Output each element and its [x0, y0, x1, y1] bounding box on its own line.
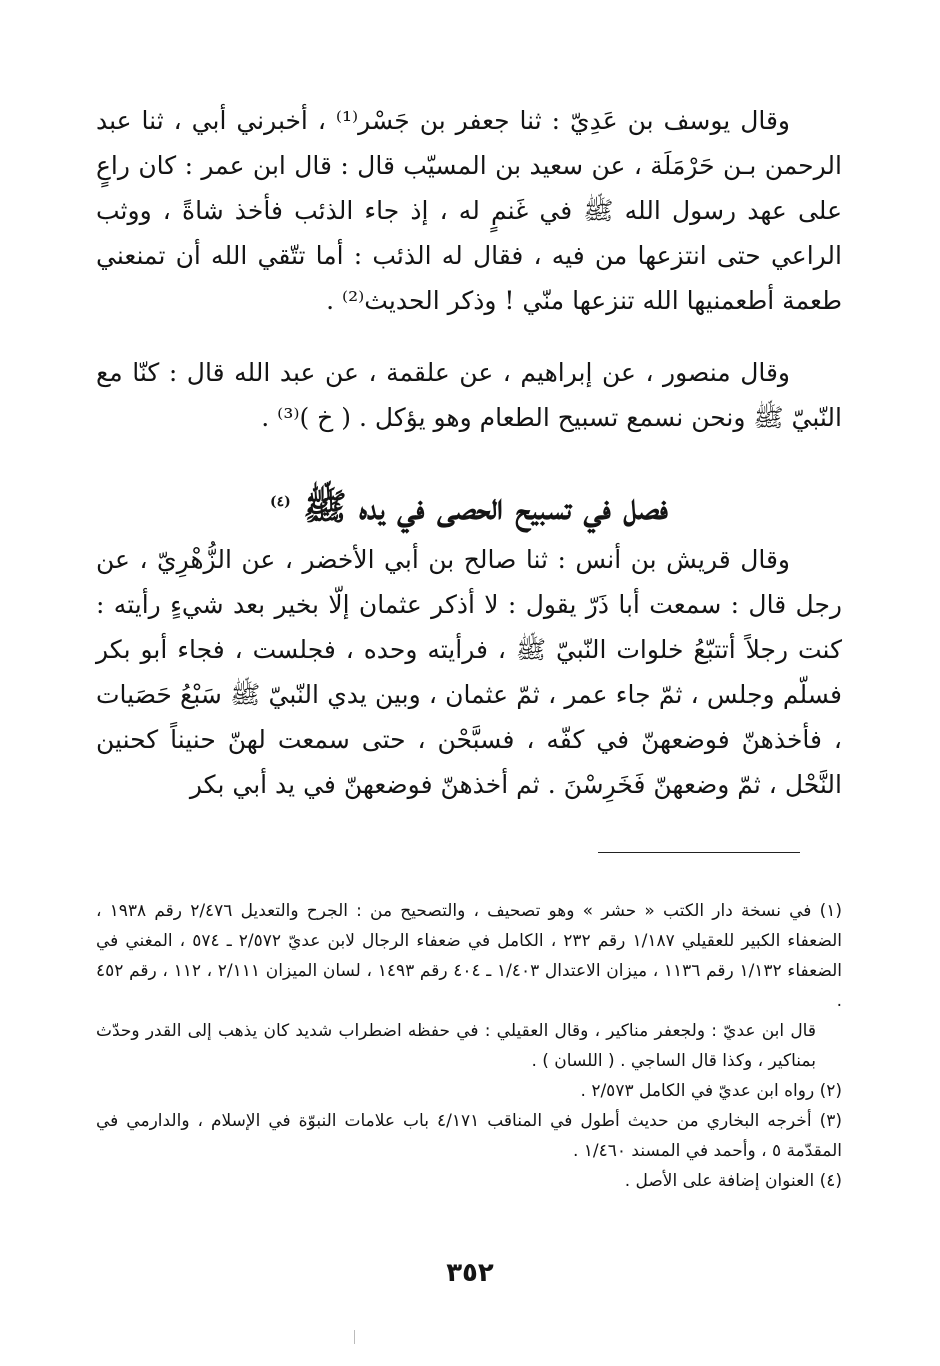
page-number: ٣٥٢	[446, 1258, 494, 1288]
footnote-divider	[598, 852, 800, 853]
footnotes	[96, 896, 842, 1196]
paragraph-2: وقال منصور ، عن إبراهيم ، عن علقمة ، عن عبد الله قال : كنّا مع النّبيّ ﷺ ونحن نسمع تسبيح الطعام وهو يؤكل . ( خ )⁽³⁾ .	[96, 358, 842, 432]
footnote-1: (١) في نسخة دار الكتب « حشر » وهو تصحيف ، والتصحيح من : الجرح والتعديل ٢/٤٧٦ رقم ١٩٣٨ ، الضعفاء الكبير للعقيلي ١/١٨٧ رقم ٢٣٢ ، الكامل في ضعفاء الرجال لابن عديّ ٢/٥٧٢ ـ ٥٧٤ ، المغني في الضعفاء ١/١٣٢ رقم ١١٣٦ ، ميزان الاعتدال ١/٤٠٣ ـ ٤٠٤ رقم ١٤٩٣ ، لسان الميزان ٢/١١١ ، ١١٢ ، رقم ٤٥٢ .	[96, 901, 843, 1011]
section-heading-footnote-ref: (٤)	[269, 494, 291, 510]
paragraph-3: وقال قريش بن أنس : ثنا صالح بن أبي الأخضر ، عن الزُّهْرِيّ ، عن رجل قال : سمعت أبا ذَرّ يقول : لا أذكر عثمان إلّا بخير بعد شيءٍ رأيته : كنت رجلاً أتتبّعُ خلوات النّبيّ ﷺ ، فرأيته وحده ، فجلست ، فجاء أبو بكر فسلّم وجلس ، ثمّ جاء عمر ، ثمّ عثمان ، وبين يدي النّبيّ ﷺ سَبْعُ حَصَيات ، فأخذهنّ فوضعهنّ في كفّه ، فسبَّحْن ، حتى سمعت لهنّ حنيناً كحنين النَّحْل ، ثمّ وضعهنّ فَخَرِسْنَ . ثم أخذهنّ فوضعهنّ في يد أبي بكر	[96, 545, 842, 799]
section-heading	[96, 476, 842, 533]
scan-mark	[354, 1330, 355, 1344]
section-heading-text: فصل في تسبيح الحصى في يده ﷺ	[303, 486, 669, 528]
footnote-3: (٣) أخرجه البخاري من حديث أطول في المناقب ٤/١٧١ باب علامات النبوّة في الإسلام ، والدارمي في المقدّمة ٥ ، وأحمد في المسند ١/٤٦٠ .	[96, 1111, 842, 1161]
paragraph-1: وقال يوسف بن عَدِيّ : ثنا جعفر بن جَسْر⁽¹⁾ ، أخبرني أبي ، ثنا عبد الرحمن بـن حَرْمَلَة ، عن سعيد بن المسيّب قال : قال ابن عمر : كان راعٍ على عهد رسول الله ﷺ في غَنمٍ له ، إذ جاء الذئب فأخذ شاةً ، ووثب الراعي حتى انتزعها من فيه ، فقال له الذئب : أما تتّقي الله أن تمنعني طعمة أطعمنيها الله تنزعها منّي ! وذكر الحديث⁽²⁾ .	[96, 106, 842, 315]
footnote-1-continuation: قال ابن عديّ : ولجعفر مناكير ، وقال العقيلي : في حفظه اضطراب شديد كان يذهب إلى القدر وحدّث بمناكير ، وكذا قال الساجي . ( اللسان ) .	[96, 1021, 816, 1071]
footnote-2: (٢) رواه ابن عديّ في الكامل ٢/٥٧٣ .	[580, 1081, 842, 1101]
footnote-4: (٤) العنوان إضافة على الأصل .	[624, 1171, 842, 1191]
